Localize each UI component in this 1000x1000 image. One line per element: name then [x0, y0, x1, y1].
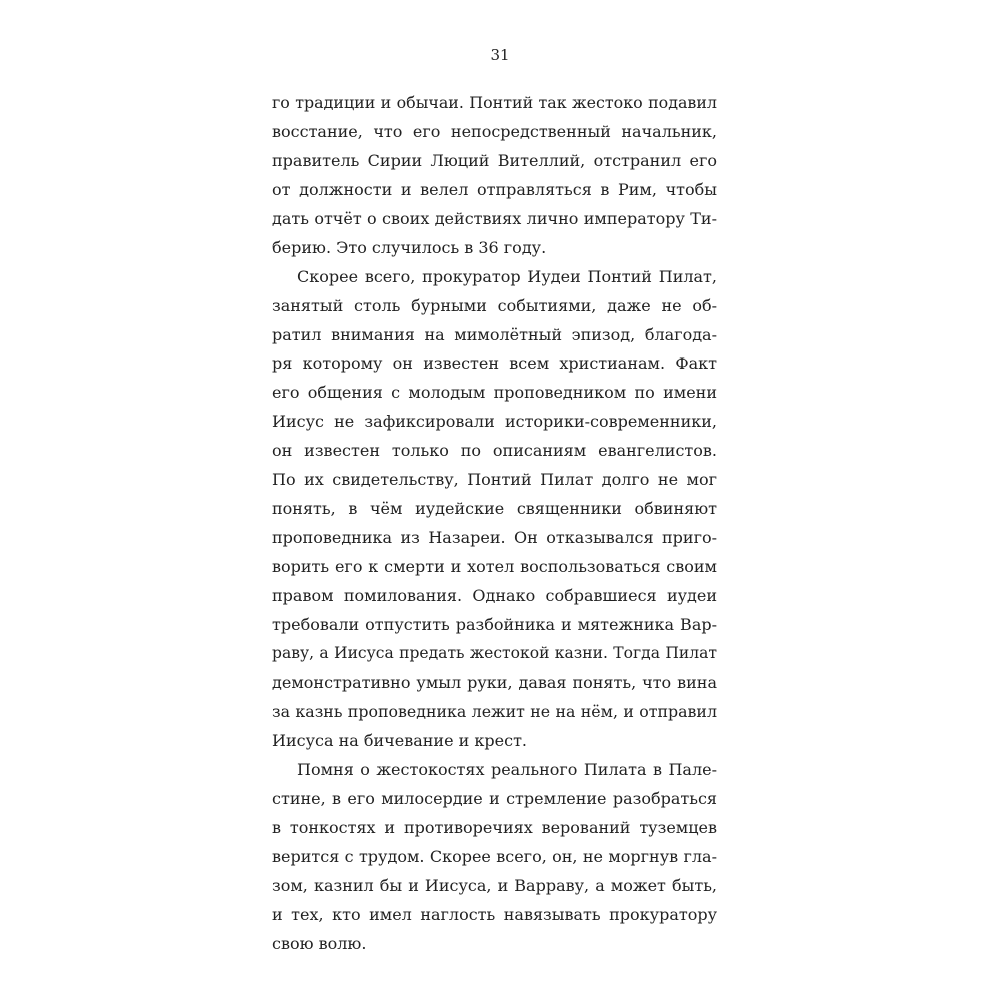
- text-line: проповедника из Назареи. Он отказывался приго-: [272, 528, 717, 547]
- body-text: [272, 88, 717, 958]
- text-line: берию. Это случилось в 36 году.: [272, 238, 547, 257]
- text-line: верится с трудом. Скорее всего, он, не моргнув гла-: [272, 847, 717, 866]
- text-line: его общения с молодым проповедником по имени: [272, 383, 717, 402]
- text-line: требовали отпустить разбойника и мятежника Вар-: [272, 615, 717, 634]
- text-line: Иисуса на бичевание и крест.: [272, 731, 527, 750]
- page-number: 31: [490, 46, 510, 64]
- text-line: Иисус не зафиксировали историки-современники,: [272, 412, 717, 431]
- text-line: Скорее всего, прокуратор Иудеи Понтий Пилат,: [297, 267, 717, 286]
- text-line: в тонкостях и противоречиях верований туземцев: [272, 818, 717, 837]
- text-line: восстание, что его непосредственный начальник,: [272, 122, 717, 141]
- text-line: Помня о жестокостях реального Пилата в Пале-: [297, 760, 717, 779]
- text-line: правитель Сирии Люций Вителлий, отстранил его: [272, 151, 717, 170]
- text-line: По их свидетельству, Понтий Пилат долго не мог: [272, 470, 717, 489]
- text-line: го традиции и обычаи. Понтий так жестоко подавил: [272, 93, 717, 112]
- text-line: правом помилования. Однако собравшиеся иудеи: [272, 586, 717, 605]
- text-line: стине, в его милосердие и стремление разобраться: [272, 789, 717, 808]
- text-line: зом, казнил бы и Иисуса, и Варраву, а может быть,: [272, 876, 717, 895]
- text-line: за казнь проповедника лежит не на нём, и отправил: [272, 702, 717, 721]
- paragraph-1: [272, 88, 717, 262]
- text-line: свою волю.: [272, 934, 367, 953]
- paragraph-2: [272, 262, 717, 755]
- text-line: от должности и велел отправляться в Рим, чтобы: [272, 180, 717, 199]
- paragraph-3: [272, 755, 717, 958]
- text-line: занятый столь бурными событиями, даже не об-: [272, 296, 717, 315]
- text-line: демонстративно умыл руки, давая понять, что вина: [272, 673, 717, 692]
- text-line: дать отчёт о своих действиях лично императору Ти-: [272, 209, 717, 228]
- text-line: он известен только по описаниям евангелистов.: [272, 441, 717, 460]
- text-line: ратил внимания на мимолётный эпизод, благода-: [272, 325, 717, 344]
- text-line: ря которому он известен всем христианам. Факт: [272, 354, 717, 373]
- text-line: раву, а Иисуса предать жестокой казни. Тогда Пилат: [272, 644, 717, 662]
- text-line: и тех, кто имел наглость навязывать прокуратору: [272, 905, 717, 924]
- text-line: понять, в чём иудейские священники обвиняют: [272, 499, 717, 518]
- text-line: ворить его к смерти и хотел воспользоваться своим: [272, 557, 717, 576]
